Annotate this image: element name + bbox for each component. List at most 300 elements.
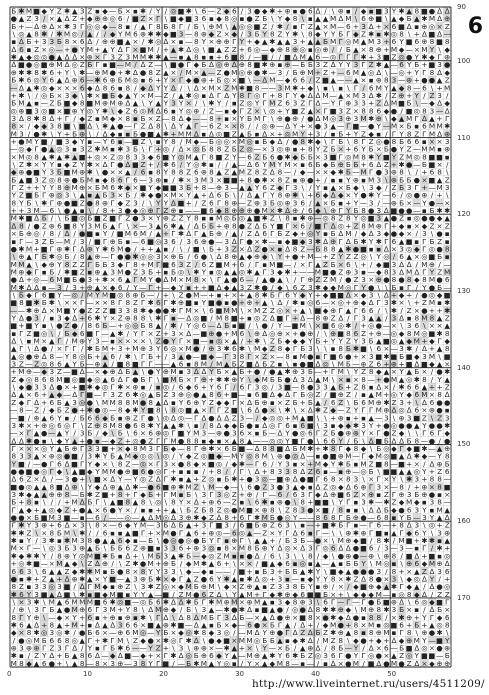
svg-text:8: 8 [19,221,24,230]
svg-text:8: 8 [308,551,313,560]
svg-text:∆: ∆ [413,360,419,369]
svg-text:8: 8 [217,467,222,476]
svg-text:6: 6 [369,306,374,315]
svg-text:▪: ▪ [308,528,313,537]
svg-text:⊕: ⊕ [399,490,405,499]
svg-text:●: ● [41,429,47,438]
svg-text:▲: ▲ [87,30,93,39]
svg-text:◆: ◆ [95,383,101,392]
svg-text:●: ● [140,436,146,445]
svg-text:∆: ∆ [421,114,427,123]
svg-text:▲: ▲ [444,214,450,223]
svg-text:⊕: ⊕ [178,390,184,399]
svg-text:—: — [94,137,101,146]
svg-text:●: ● [201,574,207,583]
svg-text:Z: Z [19,183,24,192]
svg-text:Г: Г [19,237,24,246]
svg-text:/: / [431,191,434,200]
svg-text:M: M [64,528,70,537]
svg-text:Г: Г [217,536,222,545]
svg-text:■: ■ [56,137,63,146]
svg-text:✱: ✱ [18,7,24,16]
svg-text:8: 8 [369,106,374,115]
svg-text:\: \ [370,344,373,353]
svg-text:Б: Б [262,152,267,161]
svg-text:3: 3 [369,198,374,207]
svg-text:■: ■ [147,237,154,246]
svg-text:\: \ [301,14,304,23]
svg-text:6: 6 [414,406,419,415]
svg-text:Б: Б [118,76,123,85]
svg-text:\: \ [89,206,92,215]
svg-text:⊕: ⊕ [117,99,123,108]
svg-text:◎: ◎ [49,505,55,514]
svg-text:▪: ▪ [247,390,252,399]
svg-text:\: \ [127,429,130,438]
svg-text:+: + [239,45,245,54]
svg-text:▲: ▲ [49,337,55,346]
svg-text:▲: ▲ [186,122,192,131]
svg-text:■: ■ [64,275,71,284]
svg-text:6: 6 [164,344,169,353]
svg-text:■: ■ [406,352,413,361]
svg-text:▲: ▲ [277,37,283,46]
svg-text:▲: ▲ [216,45,222,54]
svg-text:+: + [391,221,397,230]
svg-text:/: / [233,383,236,392]
svg-text:×: × [186,375,192,384]
svg-text:6: 6 [255,390,260,399]
svg-text:3: 3 [34,175,39,184]
svg-text:■: ■ [246,505,253,514]
svg-text:▲: ▲ [247,436,253,445]
svg-text:◎: ◎ [79,352,85,361]
svg-text:M: M [338,536,344,545]
svg-text:+: + [34,183,40,192]
svg-text:Z: Z [217,30,222,39]
svg-text:■: ■ [178,198,185,207]
svg-text:✱: ✱ [87,160,93,169]
svg-text:▪: ▪ [445,152,450,161]
svg-text:Z: Z [437,467,442,476]
svg-text:✱: ✱ [361,53,367,62]
svg-text:Y: Y [429,574,435,583]
svg-text:Г: Г [217,406,222,415]
svg-text:●: ● [224,429,230,438]
row-label: 110 [457,134,470,142]
svg-text:Z: Z [247,283,252,292]
svg-text:×: × [338,145,344,154]
svg-text:—: — [208,183,215,192]
svg-text:∆: ∆ [269,314,275,323]
svg-text:Г: Г [217,91,222,100]
svg-text:■: ■ [429,60,436,69]
svg-text:Y: Y [398,390,404,399]
svg-text:∆: ∆ [261,329,267,338]
svg-text:+: + [11,559,17,568]
svg-text:◆: ◆ [224,582,230,591]
svg-text:▲: ▲ [140,22,146,31]
svg-text:3: 3 [399,544,404,553]
svg-text:×: × [110,275,116,284]
svg-text:▲: ▲ [155,398,161,407]
svg-text:■: ■ [162,482,169,491]
svg-text:Z: Z [118,390,123,399]
svg-text:Y: Y [429,513,435,522]
svg-text:●: ● [429,421,435,430]
svg-text:/: / [271,383,274,392]
svg-text:Y: Y [11,459,17,468]
svg-text:Б: Б [224,191,229,200]
svg-text:×: × [231,544,237,553]
svg-text:+: + [125,436,131,445]
svg-text:◆: ◆ [26,267,32,276]
svg-text:▪: ▪ [125,22,130,31]
svg-text:/: / [180,160,183,169]
svg-text:Г: Г [186,60,191,69]
svg-text:3: 3 [384,413,389,422]
svg-text:●: ● [147,467,153,476]
svg-text:Z: Z [323,275,328,284]
svg-text:∆: ∆ [102,129,108,138]
svg-text:■: ■ [64,590,71,599]
svg-text:/: / [35,536,38,545]
svg-text:+: + [201,283,207,292]
svg-text:Z: Z [361,30,366,39]
svg-text:Z: Z [209,260,214,269]
svg-text:Б: Б [437,252,442,261]
svg-text:■: ■ [383,53,390,62]
svg-text:Z: Z [422,413,427,422]
svg-text:✱: ✱ [18,283,24,292]
svg-text:⊕: ⊕ [26,367,32,376]
svg-text:■: ■ [71,459,78,468]
svg-text:∆: ∆ [315,482,321,491]
svg-text:3: 3 [392,76,397,85]
svg-text:×: × [421,175,427,184]
svg-text:▲: ▲ [300,306,306,315]
svg-text:M: M [322,375,328,384]
svg-text:Б: Б [338,137,343,146]
svg-text:6: 6 [110,183,115,192]
svg-text:Y: Y [254,183,260,192]
svg-text:✱: ✱ [193,267,199,276]
svg-text:M: M [170,490,176,499]
svg-text:Г: Г [179,22,184,31]
svg-text:\: \ [263,337,266,346]
svg-text:✱: ✱ [292,83,298,92]
svg-text:Г: Г [369,482,374,491]
svg-text:Z: Z [65,505,70,514]
svg-text:◆: ◆ [87,14,93,23]
svg-text:◆: ◆ [193,137,199,146]
svg-text:/: / [233,467,236,476]
svg-text:Z: Z [407,306,412,315]
svg-text:+: + [117,321,123,330]
svg-text:■: ■ [360,544,367,553]
svg-text:3: 3 [110,53,115,62]
svg-text:◎: ◎ [292,452,298,461]
svg-text:×: × [132,45,138,54]
svg-text:▲: ▲ [11,352,17,361]
svg-text:Б: Б [331,145,336,154]
svg-text:▲: ▲ [34,482,40,491]
svg-text:Б: Б [209,244,214,253]
svg-text:◎: ◎ [307,390,313,399]
svg-text:◎: ◎ [140,390,146,399]
svg-text:▪: ▪ [201,436,206,445]
svg-text:\: \ [73,528,76,537]
svg-text:—: — [276,352,283,361]
svg-text:Y: Y [178,498,184,507]
svg-text:/: / [104,30,107,39]
svg-text:◆: ◆ [125,183,131,192]
svg-text:●: ● [436,421,442,430]
svg-text:6: 6 [376,360,381,369]
svg-text:◎: ◎ [49,45,55,54]
svg-text:Z: Z [11,375,16,384]
svg-text:⊕: ⊕ [102,99,108,108]
svg-text:3: 3 [34,590,39,599]
svg-text:Б: Б [87,352,92,361]
svg-text:/: / [347,582,350,591]
svg-text:⊕: ⊕ [444,129,450,138]
svg-text:Г: Г [361,406,366,415]
svg-text:Y: Y [421,467,427,476]
svg-text:8: 8 [27,498,32,507]
svg-text:Г: Г [346,30,351,39]
svg-text:Г: Г [148,283,153,292]
svg-text:Г: Г [202,152,207,161]
svg-text:◎: ◎ [193,160,199,169]
svg-text:∆: ∆ [10,390,16,399]
svg-text:6: 6 [19,590,24,599]
svg-text:Г: Г [164,467,169,476]
svg-text:+: + [376,22,382,31]
svg-text:∆: ∆ [254,360,260,369]
svg-text:●: ● [26,60,32,69]
svg-text:Z: Z [72,14,77,23]
svg-text:▪: ▪ [414,237,419,246]
svg-text:Г: Г [194,229,199,238]
svg-text:◆: ◆ [148,306,154,315]
svg-text:M: M [239,168,245,177]
svg-text:Y: Y [315,145,321,154]
svg-text:●: ● [246,421,252,430]
svg-text:Б: Б [384,436,389,445]
svg-text:×: × [361,490,367,499]
svg-text:Г: Г [285,183,290,192]
svg-text:×: × [414,45,420,54]
svg-text:⊕: ⊕ [307,214,313,223]
svg-text:●: ● [147,482,153,491]
svg-text:\: \ [58,206,61,215]
svg-text:◎: ◎ [79,398,85,407]
svg-text:Z: Z [445,521,450,530]
svg-text:▲: ▲ [87,252,93,261]
svg-text:\: \ [43,544,46,553]
svg-text:3: 3 [285,551,290,560]
svg-text:▪: ▪ [118,528,123,537]
svg-text:6: 6 [133,30,138,39]
svg-text:—: — [109,521,116,530]
svg-text:■: ■ [132,137,139,146]
svg-text:\: \ [416,429,419,438]
svg-text:/: / [393,252,396,261]
svg-text:/: / [309,183,312,192]
svg-text:∆: ∆ [375,505,381,514]
svg-text:3: 3 [338,106,343,115]
svg-text:∆: ∆ [124,99,130,108]
svg-text:—: — [10,413,17,422]
svg-text:∆: ∆ [360,574,366,583]
svg-text:/: / [96,528,99,537]
svg-text:◆: ◆ [216,206,222,215]
svg-text:⊕: ⊕ [72,574,78,583]
svg-text:Г: Г [346,122,351,131]
svg-text:Б: Б [315,160,320,169]
svg-text:∆: ∆ [18,37,24,46]
svg-text:∆: ∆ [246,191,252,200]
svg-text:Z: Z [353,383,358,392]
svg-text:\: \ [28,344,31,353]
svg-text:6: 6 [445,275,450,284]
svg-text:—: — [360,521,367,530]
svg-text:⊕: ⊕ [18,252,24,261]
svg-text:8: 8 [255,290,260,299]
svg-text:6: 6 [346,68,351,77]
svg-text:/: / [73,429,76,438]
svg-text:\: \ [393,413,396,422]
svg-text:◆: ◆ [19,398,25,407]
svg-text:—: — [322,99,329,108]
svg-text:8: 8 [49,352,54,361]
svg-text:/: / [370,536,373,545]
svg-text:■: ■ [109,60,116,69]
svg-text:Б: Б [338,383,343,392]
svg-text:/: / [332,582,335,591]
svg-text:8: 8 [80,99,85,108]
svg-text:◆: ◆ [399,329,405,338]
svg-text:3: 3 [285,521,290,530]
svg-text:3: 3 [217,344,222,353]
row-label: 140 [457,364,470,372]
svg-text:Б: Б [156,390,161,399]
svg-text:∆: ∆ [444,7,450,16]
svg-text:M: M [444,267,450,276]
svg-text:Y: Y [155,83,161,92]
svg-text:×: × [269,352,275,361]
svg-text:◆: ◆ [376,183,382,192]
svg-text:▪: ▪ [437,298,442,307]
svg-text:✱: ✱ [102,551,108,560]
svg-text:◆: ◆ [49,83,55,92]
svg-text:Z: Z [300,244,305,253]
svg-text:Z: Z [156,114,161,123]
svg-text:◆: ◆ [57,467,63,476]
svg-text:Б: Б [57,168,62,177]
svg-text:▪: ▪ [353,498,358,507]
svg-text:◆: ◆ [300,482,306,491]
svg-text:■: ■ [64,99,71,108]
svg-text:\: \ [35,260,38,269]
svg-text:▪: ▪ [369,76,374,85]
svg-text:Y: Y [421,421,427,430]
svg-text:∆: ∆ [261,76,267,85]
svg-text:8: 8 [126,152,131,161]
svg-text:■: ■ [86,329,93,338]
svg-text:◎: ◎ [41,91,47,100]
svg-text:\: \ [370,444,373,453]
svg-text:×: × [262,145,268,154]
svg-text:Y: Y [345,60,351,69]
svg-text:▪: ▪ [87,590,92,599]
svg-text:Г: Г [316,475,321,484]
svg-text:▪: ▪ [414,22,419,31]
svg-text:×: × [94,505,100,514]
svg-text:▪: ▪ [179,37,184,46]
svg-text:Б: Б [95,544,100,553]
svg-text:3: 3 [354,114,359,123]
svg-text:×: × [292,221,298,230]
svg-text:◎: ◎ [383,444,389,453]
svg-text:⊕: ⊕ [102,37,108,46]
svg-text:+: + [34,37,40,46]
svg-text:▪: ▪ [361,267,366,276]
svg-text:Б: Б [118,544,123,553]
svg-text:◎: ◎ [269,106,275,115]
svg-text:6: 6 [323,513,328,522]
svg-text:6: 6 [414,37,419,46]
svg-text:∆: ∆ [18,436,24,445]
svg-text:◎: ◎ [239,214,245,223]
svg-text:6: 6 [19,45,24,54]
svg-text:◆: ◆ [102,582,108,591]
svg-text:/: / [58,267,61,276]
svg-text:◎: ◎ [391,390,397,399]
svg-text:Б: Б [391,283,396,292]
svg-text:/: / [294,168,297,177]
svg-text:—: — [33,459,40,468]
svg-text:✱: ✱ [345,321,351,330]
svg-text:/: / [241,7,244,16]
svg-text:✱: ✱ [26,551,32,560]
svg-text:Z: Z [353,574,358,583]
svg-text:+: + [224,329,230,338]
svg-text:\: \ [225,22,228,31]
svg-text:■: ■ [238,321,245,330]
svg-text:Г: Г [240,536,245,545]
svg-text:✱: ✱ [79,574,85,583]
svg-text:Y: Y [421,198,427,207]
svg-text:\: \ [195,7,198,16]
svg-text:Z: Z [262,314,267,323]
svg-text:∆: ∆ [94,83,100,92]
svg-text:Г: Г [445,114,450,123]
svg-text:\: \ [73,191,76,200]
svg-text:⊕: ⊕ [345,536,351,545]
svg-text:Z: Z [125,214,130,223]
svg-text:◎: ◎ [376,137,382,146]
svg-text:6: 6 [148,76,153,85]
svg-text:■: ■ [231,314,238,323]
svg-text:▪: ▪ [34,99,39,108]
svg-text:▲: ▲ [330,76,336,85]
svg-text:/: / [187,22,190,31]
svg-text:◎: ◎ [224,505,230,514]
svg-text:—: — [383,521,390,530]
svg-text:✱: ✱ [26,574,32,583]
